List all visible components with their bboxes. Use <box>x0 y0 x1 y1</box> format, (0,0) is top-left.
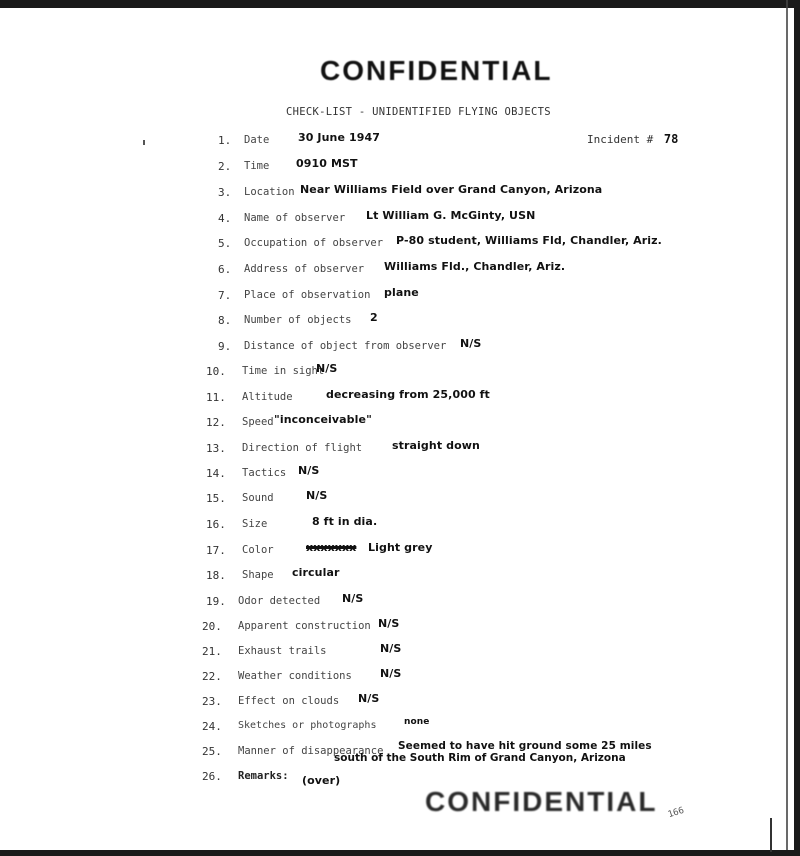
item-number: 4. <box>218 212 232 225</box>
item-label: Remarks: <box>238 770 289 782</box>
item-label: Occupation of observer <box>244 237 384 249</box>
item-label: Tactics <box>242 467 287 479</box>
item-number: 15. <box>206 492 226 505</box>
item-number: 12. <box>206 416 226 429</box>
item-number: 25. <box>202 745 222 758</box>
item-number: 24. <box>202 720 222 733</box>
item-value: N/S <box>316 362 338 375</box>
page-mark: 166 <box>666 805 686 821</box>
item-label: Sketches or photographs <box>238 720 377 731</box>
item-label: Direction of flight <box>242 442 363 454</box>
item-label: Name of observer <box>244 212 346 224</box>
item-label: Odor detected <box>238 595 321 607</box>
item-value: N/S <box>380 667 402 680</box>
item-value: N/S <box>358 692 380 705</box>
scan-border-right-inner <box>786 0 788 856</box>
item-value: Near Williams Field over Grand Canyon, Arizona <box>300 183 603 196</box>
confidential-stamp-bottom: CONFIDENTIAL <box>425 786 658 817</box>
item-number: 5. <box>218 237 232 250</box>
item-number: 20. <box>202 620 222 633</box>
item-number: 21. <box>202 645 222 658</box>
item-value: N/S <box>380 642 402 655</box>
item-label: Speed <box>242 416 274 428</box>
incident-value: 78 <box>663 132 679 146</box>
document-title: CHECK-LIST - UNIDENTIFIED FLYING OBJECTS <box>286 106 551 118</box>
confidential-stamp-top: CONFIDENTIAL <box>320 55 553 86</box>
item-label: Altitude <box>242 391 293 403</box>
item-number: 14. <box>206 467 226 480</box>
incident-number <box>587 132 678 146</box>
item-number: 23. <box>202 695 222 708</box>
item-number: 19. <box>206 595 226 608</box>
item-number: 1. <box>218 134 232 147</box>
item-value: 8 ft in dia. <box>312 515 378 528</box>
item-value: N/S <box>378 617 400 630</box>
item-label: Shape <box>242 569 274 581</box>
item-number: 22. <box>202 670 222 683</box>
item-label: Time <box>244 160 270 172</box>
item-value: 2 <box>370 311 378 324</box>
item-value: plane <box>384 286 419 299</box>
item-number: 16. <box>206 518 226 531</box>
item-label: Color <box>242 544 274 556</box>
item-number: 10. <box>206 365 226 378</box>
item-label: Exhaust trails <box>238 645 327 657</box>
item-label: Address of observer <box>244 263 365 275</box>
item-value: Seemed to have hit ground some 25 miles <box>398 740 652 752</box>
item-label: Date <box>244 134 270 146</box>
item-label: Manner of disappearance <box>238 745 384 757</box>
item-value: (over) <box>302 774 341 787</box>
item-number: 9. <box>218 340 232 353</box>
item-value: P-80 student, Williams Fld, Chandler, Ariz. <box>396 234 662 247</box>
item-label: Distance of object from observer <box>244 340 447 352</box>
scan-edge-mark <box>770 818 772 852</box>
item-value: 30 June 1947 <box>298 131 380 144</box>
item-label: Number of objects <box>244 314 352 326</box>
item-number: 18. <box>206 569 226 582</box>
item-number: 17. <box>206 544 226 557</box>
item-value: decreasing from 25,000 ft <box>326 388 490 401</box>
item-label: Time in sight <box>242 365 325 377</box>
item-number: 6. <box>218 263 232 276</box>
scan-speck <box>143 140 145 145</box>
item-label: Place of observation <box>244 289 371 301</box>
item-value: straight down <box>392 439 480 452</box>
item-value-struck: xxxxxxx <box>306 541 357 554</box>
item-label: Sound <box>242 492 274 504</box>
item-number: 13. <box>206 442 226 455</box>
item-value: Lt William G. McGinty, USN <box>366 209 536 222</box>
item-value: circular <box>292 566 340 579</box>
item-number: 2. <box>218 160 232 173</box>
item-value: Light grey <box>368 541 433 554</box>
item-label: Size <box>242 518 268 530</box>
item-value: none <box>404 717 430 727</box>
item-value: "inconceivable" <box>274 413 372 426</box>
item-label: Weather conditions <box>238 670 352 682</box>
item-number: 26. <box>202 770 222 783</box>
item-number: 7. <box>218 289 232 302</box>
item-value: N/S <box>298 464 320 477</box>
scan-border-top <box>0 0 800 8</box>
item-value: N/S <box>460 337 482 350</box>
incident-label: Incident # <box>587 133 654 146</box>
item-value: Williams Fld., Chandler, Ariz. <box>384 260 566 273</box>
item-value: 0910 MST <box>296 157 358 170</box>
scan-border-bottom <box>0 850 800 856</box>
item-number: 3. <box>218 186 232 199</box>
item-label: Apparent construction <box>238 620 371 632</box>
item-value: N/S <box>342 592 364 605</box>
item-number: 11. <box>206 391 226 404</box>
item-label: Effect on clouds <box>238 695 340 707</box>
item-label: Location <box>244 186 295 198</box>
item-value: N/S <box>306 489 328 502</box>
scan-border-right <box>794 0 800 856</box>
item-value-line2: south of the South Rim of Grand Canyon, Arizona <box>334 752 626 764</box>
item-number: 8. <box>218 314 232 327</box>
